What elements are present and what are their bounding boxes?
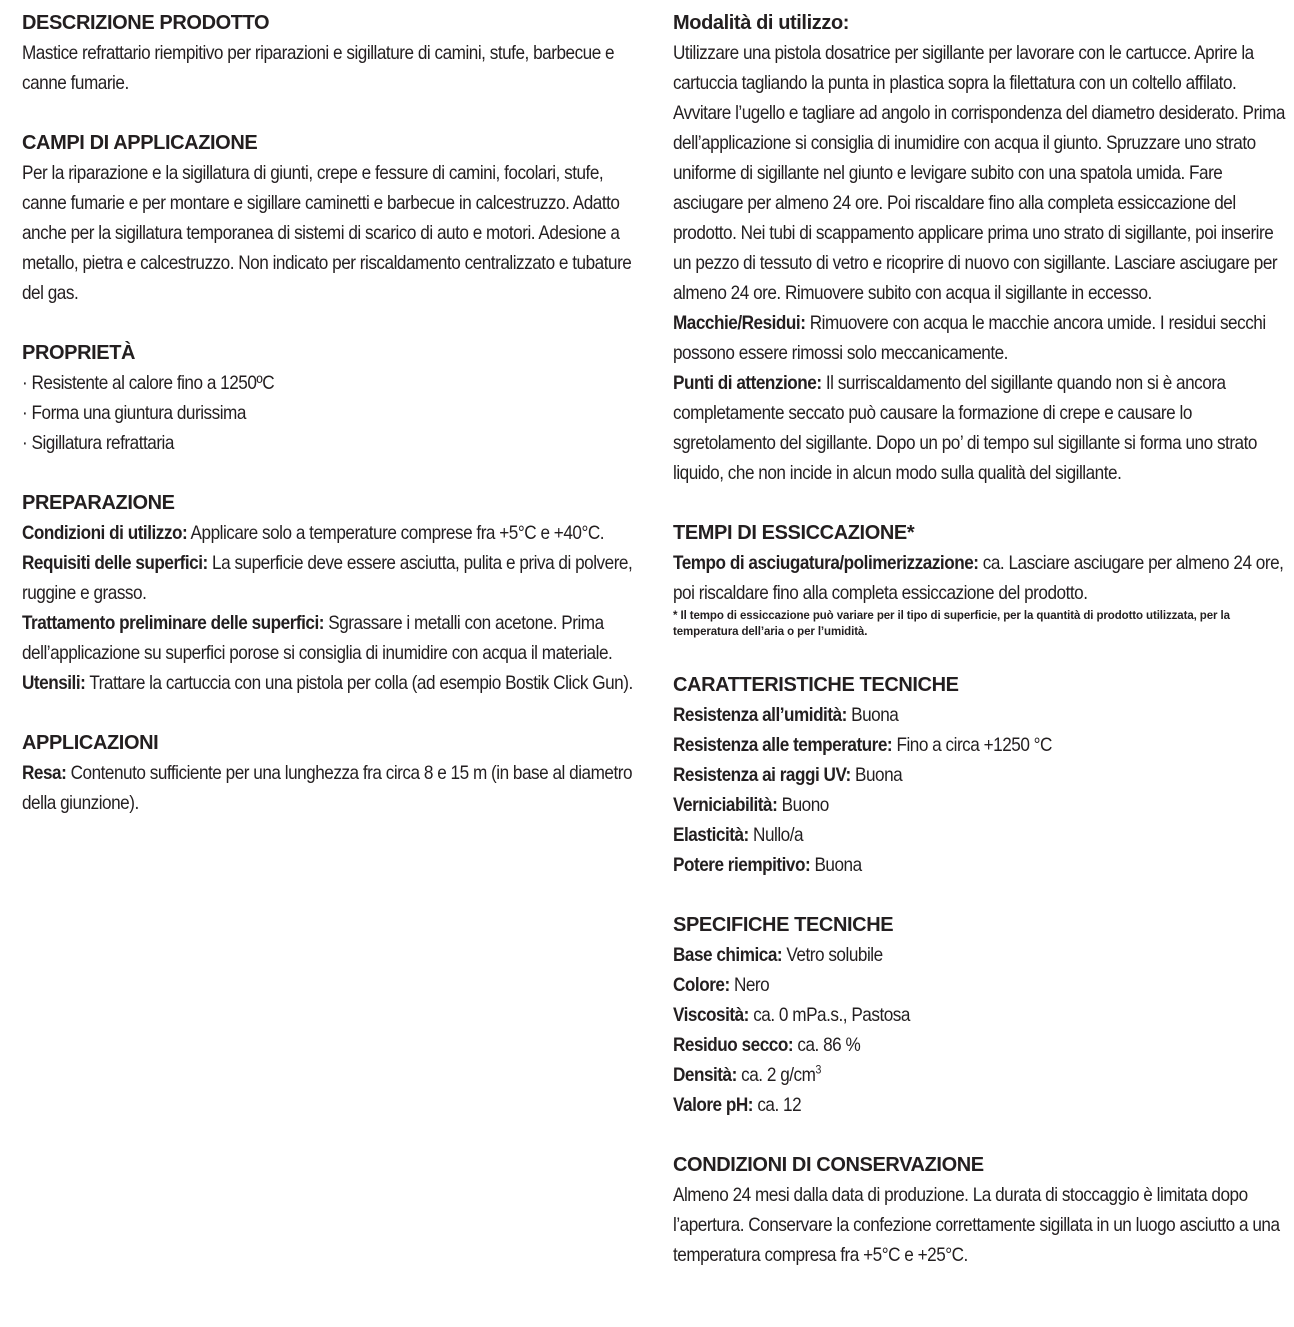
campi-text: Per la riparazione e la sigillatura di giunti, crepe e fessure di camini, focolari, stufe, canne fumarie e per montare e sigillare caminetti e barbecue in calcestruzzo. Adatto anche per la sigillatura temporanea di sistemi di scarico di auto e motori. Adesione a metallo, pietra e calcestruzzo. Non indicato per riscaldamento centralizzato e tubature del gas. xyxy=(22,162,632,304)
condizioni-paragraph xyxy=(22,518,636,548)
caratteristiche-label: Elasticità: xyxy=(673,824,749,846)
specifiche-row xyxy=(673,970,1287,1000)
macchie-label: Macchie/Residui: xyxy=(673,312,806,334)
resa-label: Resa: xyxy=(22,762,67,784)
right-column xyxy=(673,8,1285,1270)
tempi-heading: TEMPI DI ESSICCAZIONE* xyxy=(673,522,915,544)
campi-heading: CAMPI DI APPLICAZIONE xyxy=(22,132,258,154)
caratteristiche-row xyxy=(673,820,1287,850)
specifiche-row xyxy=(673,1000,1287,1030)
caratteristiche-value: Buona xyxy=(850,764,903,786)
trattamento-label: Trattamento preliminare delle superfici: xyxy=(22,612,325,634)
specifiche-row xyxy=(673,1090,1287,1120)
condizioni-value: Applicare solo a temperature comprese fra +5°C e +40°C. xyxy=(187,522,605,544)
preparazione-heading: PREPARAZIONE xyxy=(22,492,175,514)
specifiche-row xyxy=(673,1030,1287,1060)
caratteristiche-row xyxy=(673,850,1287,880)
punti-value: Il surriscaldamento del sigillante quando non si è ancora completamente seccato può causare la formazione di crepe e causare lo sgretolamento del sigillante. Dopo un po’ di tempo sul sigillante si forma uno strato liquido, che non incide in alcun modo sulla qualità del sigillante. xyxy=(673,372,1257,484)
applicazioni-heading: APPLICAZIONI xyxy=(22,732,159,754)
punti-label: Punti di attenzione: xyxy=(673,372,822,394)
specifiche-value: ca. 12 xyxy=(753,1094,802,1116)
caratteristiche-heading: CARATTERISTICHE TECNICHE xyxy=(673,674,959,696)
caratteristiche-row xyxy=(673,700,1287,730)
specifiche-label: Colore: xyxy=(673,974,730,996)
caratteristiche-label: Resistenza alle temperature: xyxy=(673,734,893,756)
specifiche-value: ca. 86 % xyxy=(793,1034,861,1056)
macchie-value: Rimuovere con acqua le macchie ancora umide. I residui secchi possono essere rimossi solo meccanicamente. xyxy=(673,312,1266,364)
requisiti-label: Requisiti delle superfici: xyxy=(22,552,208,574)
specifiche-label: Residuo secco: xyxy=(673,1034,794,1056)
trattamento-value: Sgrassare i metalli con acetone. Prima dell’applicazione su superfici porose si consiglia di inumidire con acqua il materiale. xyxy=(22,612,613,664)
caratteristiche-row xyxy=(673,730,1287,760)
descrizione-text: Mastice refrattario riempitivo per riparazioni e sigillature di camini, stufe, barbecue e canne fumarie. xyxy=(22,42,615,94)
conservazione-heading: CONDIZIONI DI CONSERVAZIONE xyxy=(673,1154,984,1176)
specifiche-heading: SPECIFICHE TECNICHE xyxy=(673,914,894,936)
utensili-value: Trattare la cartuccia con una pistola per colla (ad esempio Bostik Click Gun). xyxy=(85,672,633,694)
specifiche-row xyxy=(673,940,1287,970)
caratteristiche-label: Potere riempitivo: xyxy=(673,854,811,876)
resa-paragraph xyxy=(22,758,636,818)
macchie-paragraph xyxy=(673,308,1287,368)
tempi-footnote: * Il tempo di essiccazione può variare per il tipo di superficie, per la quantità di prodotto utilizzata, per la temperatura dell’aria o per l’umidità. xyxy=(673,610,1230,638)
proprieta-heading: PROPRIETÀ xyxy=(22,342,136,364)
punti-paragraph xyxy=(673,368,1287,488)
utensili-paragraph xyxy=(22,668,636,698)
requisiti-paragraph xyxy=(22,548,636,608)
modalita-text: Utilizzare una pistola dosatrice per sigillante per lavorare con le cartucce. Aprire la cartuccia tagliando la punta in plastica sopra la filettatura con un coltello affilato. Avvitare l’ugello e tagliare ad angolo in corrispondenza del diametro desiderato. Prima dell’applicazione si consiglia di inumidire con acqua il giunto. Spruzzare uno strato uniforme di sigillante nel giunto e levigare subito con una spatola umida. Fare asciugare per almeno 24 ore. Poi riscaldare fino alla completa essiccazione del prodotto. Nei tubi di scappamento applicare prima uno strato di sigillante, poi inserire un pezzo di tessuto di vetro e ricoprire di nuovo con sigillante. Lasciare asciugare per almeno 24 ore. Rimuovere subito con acqua il sigillante in eccesso. xyxy=(673,42,1285,304)
left-column xyxy=(22,8,634,818)
specifiche-label: Viscosità: xyxy=(673,1004,749,1026)
specifiche-label: Densità: xyxy=(673,1064,737,1086)
tempi-label: Tempo di asciugatura/polimerizzazione: xyxy=(673,552,979,574)
tempi-value: ca. Lasciare asciugare per almeno 24 ore, poi riscaldare fino alla completa essiccazione del prodotto. xyxy=(673,552,1284,604)
condizioni-label: Condizioni di utilizzo: xyxy=(22,522,188,544)
specifiche-value: Vetro solubile xyxy=(782,944,883,966)
caratteristiche-row xyxy=(673,790,1287,820)
caratteristiche-label: Resistenza all’umidità: xyxy=(673,704,847,726)
specifiche-value: ca. 0 mPa.s., Pastosa xyxy=(748,1004,910,1026)
specifiche-value: Nero xyxy=(729,974,770,996)
caratteristiche-label: Verniciabilità: xyxy=(673,794,778,816)
proprieta-item: · Resistente al calore fino a 1250ºC xyxy=(22,372,275,394)
caratteristiche-value: Fino a circa +1250 °C xyxy=(892,734,1052,756)
tempi-paragraph xyxy=(673,548,1287,608)
caratteristiche-value: Buono xyxy=(777,794,829,816)
caratteristiche-value: Nullo/a xyxy=(748,824,804,846)
modalita-heading: Modalità di utilizzo: xyxy=(673,12,850,34)
utensili-label: Utensili: xyxy=(22,672,86,694)
specifiche-row xyxy=(673,1060,1287,1090)
caratteristiche-label: Resistenza ai raggi UV: xyxy=(673,764,851,786)
proprieta-item: · Forma una giuntura durissima xyxy=(22,402,246,424)
trattamento-paragraph xyxy=(22,608,636,668)
caratteristiche-row xyxy=(673,760,1287,790)
specifiche-label: Base chimica: xyxy=(673,944,783,966)
caratteristiche-value: Buona xyxy=(846,704,899,726)
specifiche-value: ca. 2 g/cm xyxy=(736,1064,816,1086)
proprieta-item: · Sigillatura refrattaria xyxy=(22,432,174,454)
conservazione-text: Almeno 24 mesi dalla data di produzione. La durata di stoccaggio è limitata dopo l’apertura. Conservare la confezione correttamente sigillata in un luogo asciutto a una temperatura compresa fra +5°C e +25°C. xyxy=(673,1184,1280,1266)
requisiti-value: La superficie deve essere asciutta, pulita e priva di polvere, ruggine e grasso. xyxy=(22,552,633,604)
specifiche-label: Valore pH: xyxy=(673,1094,754,1116)
densita-superscript: 3 xyxy=(815,1062,821,1077)
caratteristiche-value: Buona xyxy=(810,854,862,876)
resa-value: Contenuto sufficiente per una lunghezza fra circa 8 e 15 m (in base al diametro della giunzione). xyxy=(22,762,633,814)
descrizione-heading: DESCRIZIONE PRODOTTO xyxy=(22,12,270,34)
